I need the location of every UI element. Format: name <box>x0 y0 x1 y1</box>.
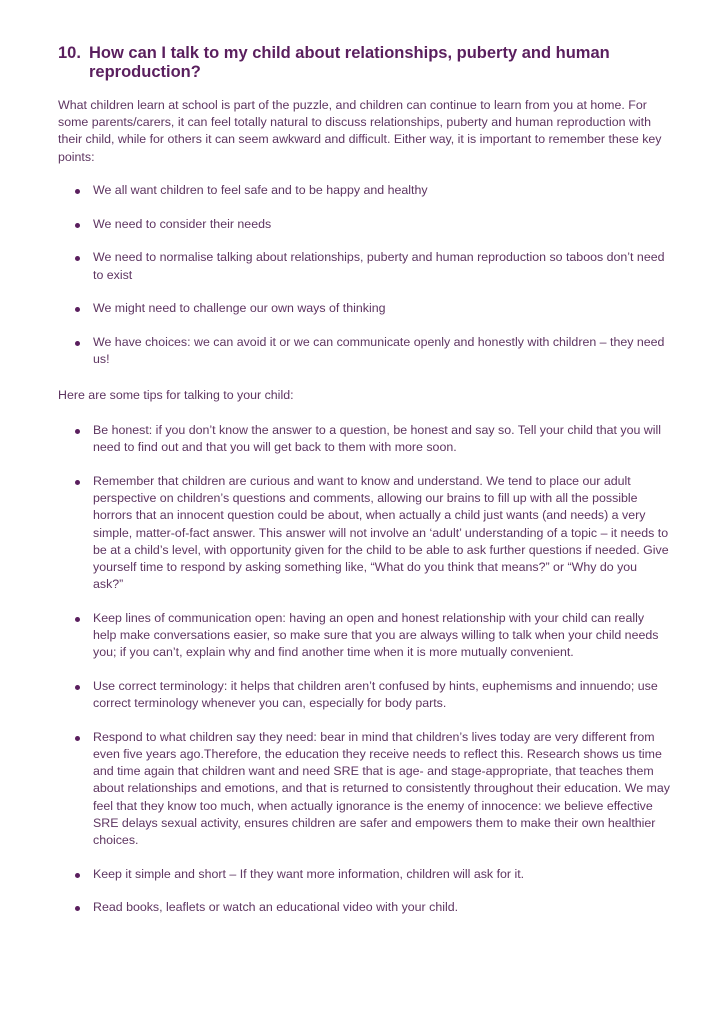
bullet-icon <box>75 685 80 690</box>
bullet-icon <box>75 873 80 878</box>
list-item <box>58 182 670 199</box>
bullet-icon <box>75 906 80 911</box>
bullet-icon <box>75 307 80 312</box>
list-item-text: We all want children to feel safe and to be happy and healthy <box>93 183 428 197</box>
bullet-icon <box>75 736 80 741</box>
tips-list <box>58 422 670 933</box>
bullet-icon <box>75 617 80 622</box>
bullet-icon <box>75 189 80 194</box>
list-item-text: We need to consider their needs <box>93 216 272 231</box>
list-item-text: Be honest: if you don’t know the answer to a question, be honest and say so. Tell your child that you will need to find out and that you will get back to them with more soon. <box>93 423 662 455</box>
list-item-text: We might need to challenge our own ways of thinking <box>93 301 386 316</box>
list-item <box>58 473 670 593</box>
key-points-list <box>58 182 670 385</box>
section-title: How can I talk to my child about relationships, puberty and human reproduction? <box>89 44 610 81</box>
list-item <box>58 866 670 883</box>
list-item <box>58 899 670 916</box>
list-item-text: Respond to what children say they need: bear in mind that children’s lives today are very different from even five years ago.Therefore, the education they receive needs to reflect this. Research shows us time and time again that children want and need SRE that is age- and stage-appropriate, that teaches them about relationships and emotions, and that is returned to consistently throughout their education. We may feel that they know too much, when actually ignorance is the enemy of innocence: we believe effective SRE delays sexual activity, ensures children are safer and empowers them to make their own healthier choices. <box>93 729 670 848</box>
list-item-text: Use correct terminology: it helps that children aren’t confused by hints, euphemisms and innuendo; use correct terminology whenever you can, especially for body parts. <box>93 678 658 711</box>
list-item-text: Read books, leaflets or watch an educational video with your child. <box>93 900 459 915</box>
bullet-icon <box>75 223 80 228</box>
list-item <box>58 249 670 283</box>
list-item-text: We need to normalise talking about relationships, puberty and human reproduction so taboos don’t need to exist <box>93 250 665 282</box>
list-item-text: Remember that children are curious and want to know and understand. We tend to place our adult perspective on children’s questions and comments, allowing our brains to fill up with all the possible horrors that an innocent question could be about, when actually a child just wants (and needs) a very simple, matter-of-fact answer. This answer will not involve an ‘adult’ understanding of a topic – it needs to be at a child’s level, with opportunity given for the child to be able to ask further questions if needed. Give yourself time to respond by asking something like, “What do you think that means?” or “Why do you ask?” <box>93 473 669 592</box>
list-item-text: We have choices: we can avoid it or we can communicate openly and honestly with children – they need us! <box>93 335 665 367</box>
bullet-icon <box>75 341 80 346</box>
list-item <box>58 729 670 849</box>
list-item-text: Keep lines of communication open: having an open and honest relationship with your child can really help make conversations easier, so make sure that you are always willing to talk when your child needs you; if you can’t, explain why and find another time when it is more mutually convenient. <box>93 610 659 660</box>
list-item <box>58 422 670 456</box>
bullet-icon <box>75 480 80 485</box>
bullet-icon <box>75 429 80 434</box>
section-heading <box>58 44 678 82</box>
list-item <box>58 300 670 317</box>
section-number: 10. <box>58 44 81 62</box>
bullet-icon <box>75 256 80 261</box>
list-item-text: Keep it simple and short – If they want more information, children will ask for it. <box>93 866 525 881</box>
list-item <box>58 678 670 712</box>
list-item <box>58 216 670 233</box>
intro-paragraph: What children learn at school is part of the puzzle, and children can continue to learn from you at home. For some parents/carers, it can feel totally natural to discuss relationships, puberty and human reproduction with their child, while for others it can seem awkward and difficult. Either way, it is important to remember these key points: <box>58 98 662 164</box>
list-item <box>58 334 670 368</box>
tips-intro: Here are some tips for talking to your child: <box>58 388 294 402</box>
list-item <box>58 610 670 662</box>
